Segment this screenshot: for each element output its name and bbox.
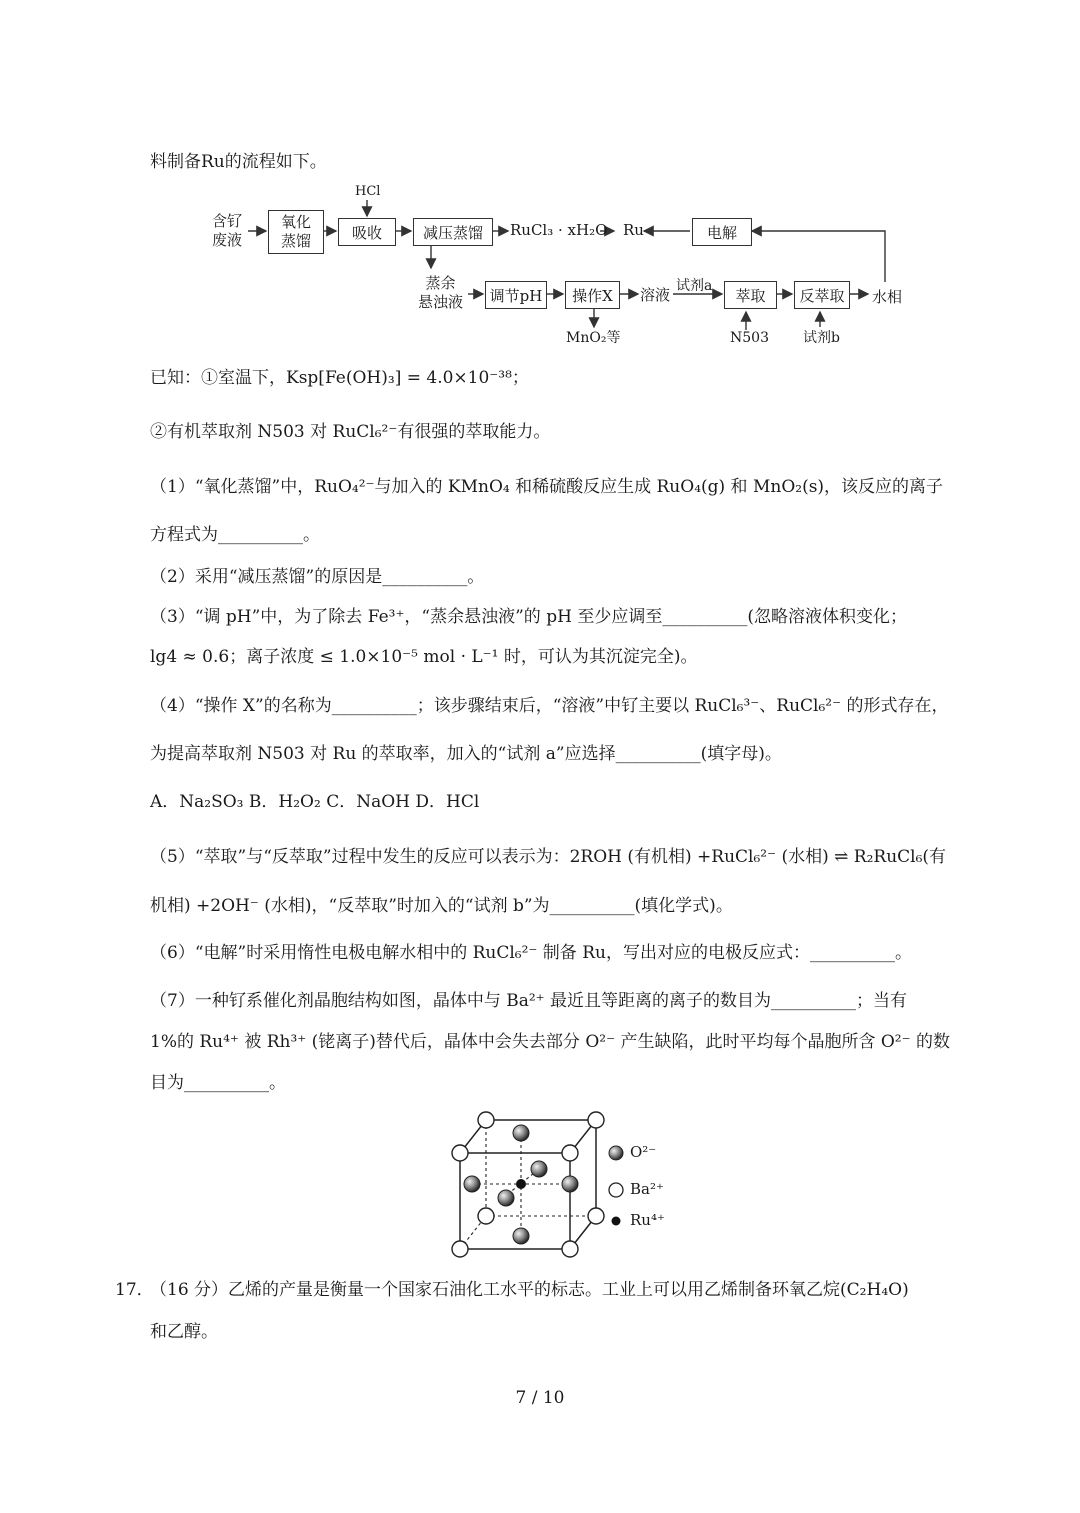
box-electrolysis: 电解 — [692, 218, 752, 246]
ba-ions — [452, 1112, 604, 1257]
question-6: （6）“电解”时采用惰性电极电解水相中的 RuCl₆²⁻ 制备 Ru，写出对应的电极反应式：__________。 — [150, 943, 912, 963]
legend-ru: Ru⁴⁺ — [630, 1211, 665, 1229]
legend-ba: Ba²⁺ — [630, 1180, 664, 1198]
reagent-b-label: 试剂b — [803, 330, 840, 346]
box-adjust-ph: 调节pH — [485, 281, 547, 309]
feed-label-line2: 废液 — [212, 231, 243, 249]
question-7-line1: （7）一种钌系催化剂晶胞结构如图，晶体中与 Ba²⁺ 最近且等距离的离子的数目为__________；当有 — [150, 991, 908, 1011]
residue-label — [418, 274, 463, 312]
box-oxid-line1: 氧化 — [280, 213, 311, 231]
known-2: ②有机萃取剂 N503 对 RuCl₆²⁻有很强的萃取能力。 — [150, 422, 551, 442]
legend-markers — [609, 1146, 623, 1226]
intro-text: 料制备Ru的流程如下。 — [150, 152, 327, 172]
question-3-line1: （3）“调 pH”中，为了除去 Fe³⁺，“蒸余悬浊液”的 pH 至少应调至__________(忽略溶液体积变化； — [150, 607, 907, 627]
cube-edges — [460, 1120, 596, 1249]
question-17-number: 17． — [115, 1280, 154, 1300]
legend-o: O²⁻ — [630, 1143, 657, 1161]
page-number: 7 / 10 — [515, 1388, 565, 1408]
n503-label: N503 — [730, 330, 769, 346]
question-5-line1: （5）“萃取”与“反萃取”过程中发生的反应可以表示为：2ROH (有机相) +RuCl₆²⁻ (水相) ⇌ R₂RuCl₆(有 — [150, 847, 947, 867]
mno2-label: MnO₂等 — [566, 330, 621, 346]
residue-line2: 悬浊液 — [418, 293, 464, 311]
question-4-options: A．Na₂SO₃ B．H₂O₂ C．NaOH D．HCl — [150, 792, 480, 812]
box-back-extraction: 反萃取 — [794, 281, 850, 309]
question-1-line2: 方程式为__________。 — [150, 525, 320, 545]
question-17-line1: （16 分）乙烯的产量是衡量一个国家石油化工水平的标志。工业上可以用乙烯制备环氧乙烷(C₂H₄O) — [150, 1280, 909, 1300]
ru-label: Ru — [623, 221, 644, 239]
question-7-line3: 目为__________。 — [150, 1073, 286, 1093]
question-4-line2: 为提高萃取剂 N503 对 Ru 的萃取率，加入的“试剂 a”应选择__________(填字母)。 — [150, 744, 782, 764]
o-ions — [464, 1125, 578, 1244]
question-3-line2: lg4 ≈ 0.6；离子浓度 ≤ 1.0×10⁻⁵ mol · L⁻¹ 时，可认为其沉淀完全)。 — [150, 647, 698, 667]
question-17-line2: 和乙醇。 — [150, 1322, 218, 1342]
solution-label: 溶液 — [640, 286, 671, 304]
box-extraction: 萃取 — [724, 281, 777, 309]
feed-label-line1: 含钌 — [212, 212, 243, 230]
ru-ion — [516, 1179, 526, 1189]
box-operation-x: 操作X — [565, 281, 620, 309]
residue-line1: 蒸余 — [425, 274, 456, 292]
known-1: 已知：①室温下，Ksp[Fe(OH)₃] = 4.0×10⁻³⁸； — [150, 368, 529, 388]
box-vacuum-distillation: 减压蒸馏 — [413, 218, 493, 246]
question-2: （2）采用“减压蒸馏”的原因是__________。 — [150, 567, 485, 587]
reagent-a-label: 试剂a — [676, 278, 713, 294]
question-7-line2: 1%的 Ru⁴⁺ 被 Rh³⁺ (铑离子)替代后，晶体中会失去部分 O²⁻ 产生缺陷，此时平均每个晶胞所含 O²⁻ 的数 — [150, 1032, 950, 1052]
aqueous-label: 水相 — [872, 288, 903, 306]
box-absorb: 吸收 — [338, 218, 396, 246]
product-label: RuCl₃ · xH₂O — [510, 221, 608, 239]
box-oxid-line2: 蒸馏 — [280, 232, 311, 250]
box-oxidation-distillation — [268, 210, 324, 254]
question-1-line1: （1）“氧化蒸馏”中，RuO₄²⁻与加入的 KMnO₄ 和稀硫酸反应生成 RuO₄(g) 和 MnO₂(s)，该反应的离子 — [150, 477, 944, 497]
question-5-line2: 机相) +2OH⁻ (水相)，“反萃取”时加入的“试剂 b”为__________(填化学式)。 — [150, 896, 733, 916]
hcl-label: HCl — [355, 184, 381, 199]
feed-label — [212, 212, 242, 250]
question-4-line1: （4）“操作 X”的名称为__________；该步骤结束后，“溶液”中钌主要以 RuCl₆³⁻、RuCl₆²⁻ 的形式存在， — [150, 696, 949, 716]
